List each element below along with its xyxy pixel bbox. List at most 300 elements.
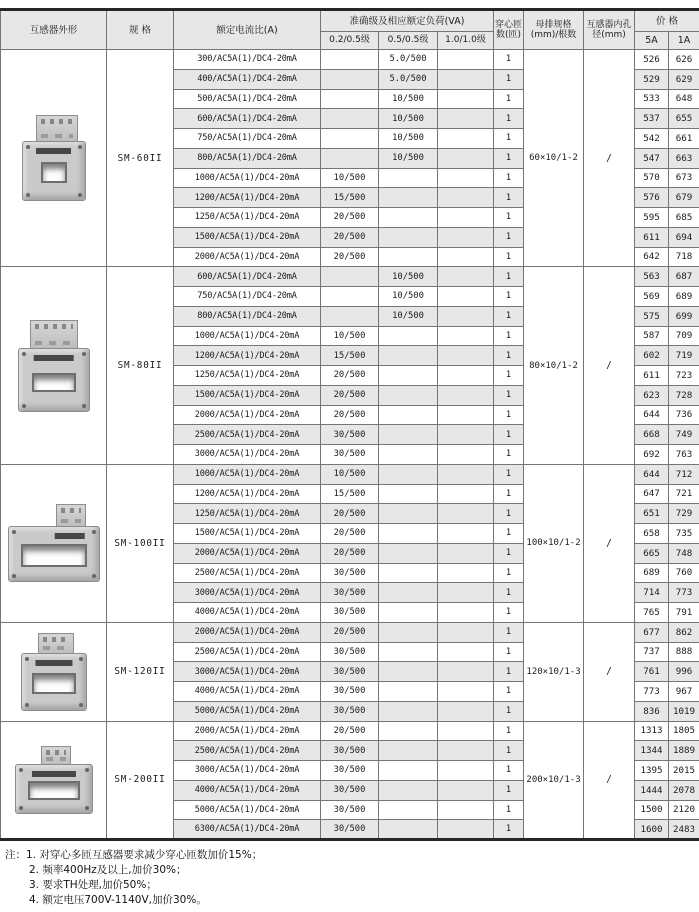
ratio-cell: 2500/AC5A(1)/DC4-20mA — [174, 563, 321, 583]
screw-icon — [19, 768, 23, 772]
product-photo-cell — [1, 721, 107, 840]
turns-cell: 1 — [494, 741, 524, 761]
accuracy-05-cell — [379, 484, 438, 504]
price-1a-cell: 699 — [669, 306, 699, 326]
price-5a-cell: 644 — [635, 405, 669, 425]
table-header — [1, 10, 699, 50]
screw-icon — [82, 352, 86, 356]
ratio-cell: 300/AC5A(1)/DC4-20mA — [174, 50, 321, 70]
transformer-body — [22, 141, 86, 201]
turns-cell: 1 — [494, 267, 524, 287]
price-5a-cell: 533 — [635, 89, 669, 109]
accuracy-05-cell — [379, 622, 438, 642]
turns-cell: 1 — [494, 50, 524, 70]
accuracy-10-cell — [438, 543, 494, 563]
price-1a-cell: 763 — [669, 445, 699, 465]
accuracy-10-cell — [438, 69, 494, 89]
turns-cell: 1 — [494, 287, 524, 307]
accuracy-05-cell — [379, 721, 438, 741]
turns-cell: 1 — [494, 227, 524, 247]
turns-cell: 1 — [494, 721, 524, 741]
accuracy-10-cell — [438, 682, 494, 702]
header-appearance: 互感器外形 — [1, 10, 107, 50]
ratio-cell: 4000/AC5A(1)/DC4-20mA — [174, 682, 321, 702]
accuracy-05-cell — [379, 741, 438, 761]
turns-cell: 1 — [494, 129, 524, 149]
busbar-window — [41, 162, 67, 183]
accuracy-02-cell: 15/500 — [321, 346, 379, 366]
busbar-window — [28, 781, 80, 800]
accuracy-02-cell: 20/500 — [321, 405, 379, 425]
price-1a-cell: 2015 — [669, 761, 699, 781]
bore-diameter-cell: / — [584, 50, 635, 267]
price-1a-cell: 760 — [669, 563, 699, 583]
busbar-spec-cell: 120×10/1-3 — [524, 622, 584, 721]
ratio-cell: 750/AC5A(1)/DC4-20mA — [174, 287, 321, 307]
accuracy-05-cell — [379, 701, 438, 721]
turns-cell: 1 — [494, 188, 524, 208]
screw-icon — [25, 657, 29, 661]
ratio-cell: 1000/AC5A(1)/DC4-20mA — [174, 326, 321, 346]
product-photo-cell — [1, 622, 107, 721]
accuracy-05-cell: 5.0/500 — [379, 69, 438, 89]
terminal-block — [38, 633, 74, 654]
sm-60-product-photo — [2, 115, 105, 201]
accuracy-05-cell — [379, 405, 438, 425]
price-5a-cell: 526 — [635, 50, 669, 70]
busbar-window — [21, 544, 87, 567]
note-line — [5, 863, 699, 878]
accuracy-02-cell: 15/500 — [321, 188, 379, 208]
accuracy-10-cell — [438, 820, 494, 840]
accuracy-02-cell: 30/500 — [321, 603, 379, 623]
price-1a-cell: 735 — [669, 524, 699, 544]
accuracy-10-cell — [438, 800, 494, 820]
accuracy-05-cell — [379, 761, 438, 781]
accuracy-05-cell — [379, 247, 438, 267]
ratio-cell: 600/AC5A(1)/DC4-20mA — [174, 267, 321, 287]
bore-diameter-cell: / — [584, 267, 635, 465]
price-1a-cell: 888 — [669, 642, 699, 662]
product-photo-cell — [1, 50, 107, 267]
turns-cell: 1 — [494, 148, 524, 168]
price-1a-cell: 723 — [669, 366, 699, 386]
screw-icon — [82, 404, 86, 408]
notes-block — [0, 848, 699, 908]
accuracy-10-cell — [438, 464, 494, 484]
ratio-cell: 5000/AC5A(1)/DC4-20mA — [174, 701, 321, 721]
price-1a-cell: 1805 — [669, 721, 699, 741]
sm-100-product-photo — [2, 504, 105, 582]
accuracy-05-cell — [379, 326, 438, 346]
ratio-cell: 750/AC5A(1)/DC4-20mA — [174, 129, 321, 149]
header-rated-current-ratio: 额定电流比(A) — [174, 10, 321, 50]
price-5a-cell: 773 — [635, 682, 669, 702]
ratio-cell: 800/AC5A(1)/DC4-20mA — [174, 148, 321, 168]
header-bore-diameter: 互感器内孔径(mm) — [584, 10, 635, 50]
turns-cell: 1 — [494, 405, 524, 425]
price-1a-cell: 687 — [669, 267, 699, 287]
header-accuracy-group: 准确级及相应额定负荷(VA) — [321, 10, 494, 32]
ratio-cell: 1000/AC5A(1)/DC4-20mA — [174, 168, 321, 188]
transformer-body — [18, 348, 90, 412]
price-1a-cell: 2120 — [669, 800, 699, 820]
accuracy-05-cell — [379, 800, 438, 820]
screw-icon — [79, 703, 83, 707]
label-strip — [31, 771, 75, 777]
price-5a-cell: 587 — [635, 326, 669, 346]
accuracy-02-cell: 15/500 — [321, 484, 379, 504]
accuracy-02-cell: 30/500 — [321, 563, 379, 583]
price-1a-cell: 661 — [669, 129, 699, 149]
price-1a-cell: 967 — [669, 682, 699, 702]
table-row — [1, 721, 699, 741]
label-strip — [54, 533, 85, 539]
accuracy-10-cell — [438, 563, 494, 583]
table-body — [1, 50, 699, 840]
accuracy-10-cell — [438, 780, 494, 800]
accuracy-02-cell: 30/500 — [321, 642, 379, 662]
accuracy-02-cell: 30/500 — [321, 820, 379, 840]
accuracy-05-cell — [379, 425, 438, 445]
turns-cell: 1 — [494, 69, 524, 89]
turns-cell: 1 — [494, 504, 524, 524]
accuracy-05-cell: 10/500 — [379, 148, 438, 168]
price-1a-cell: 996 — [669, 662, 699, 682]
accuracy-05-cell — [379, 464, 438, 484]
screw-icon — [79, 657, 83, 661]
accuracy-10-cell — [438, 89, 494, 109]
accuracy-02-cell: 20/500 — [321, 247, 379, 267]
price-1a-cell: 663 — [669, 148, 699, 168]
accuracy-02-cell: 10/500 — [321, 326, 379, 346]
turns-cell: 1 — [494, 306, 524, 326]
transformer-body — [21, 653, 87, 711]
note-line — [5, 878, 699, 893]
ratio-cell: 3000/AC5A(1)/DC4-20mA — [174, 662, 321, 682]
turns-cell: 1 — [494, 524, 524, 544]
note-line — [5, 893, 699, 908]
price-5a-cell: 836 — [635, 701, 669, 721]
spec-cell: SM-120II — [107, 622, 174, 721]
note-text: 3. 要求TH处理,加价50%； — [29, 879, 157, 891]
accuracy-05-cell — [379, 603, 438, 623]
price-1a-cell: 749 — [669, 425, 699, 445]
price-5a-cell: 602 — [635, 346, 669, 366]
accuracy-02-cell: 30/500 — [321, 445, 379, 465]
ratio-cell: 6300/AC5A(1)/DC4-20mA — [174, 820, 321, 840]
screw-icon — [92, 530, 96, 534]
turns-cell: 1 — [494, 642, 524, 662]
accuracy-02-cell: 20/500 — [321, 208, 379, 228]
bore-diameter-cell: / — [584, 464, 635, 622]
accuracy-05-cell — [379, 227, 438, 247]
table-row — [1, 267, 699, 287]
accuracy-02-cell — [321, 129, 379, 149]
ratio-cell: 2000/AC5A(1)/DC4-20mA — [174, 405, 321, 425]
price-1a-cell: 718 — [669, 247, 699, 267]
screw-icon — [92, 574, 96, 578]
busbar-spec-cell: 60×10/1-2 — [524, 50, 584, 267]
price-1a-cell: 791 — [669, 603, 699, 623]
turns-cell: 1 — [494, 543, 524, 563]
accuracy-10-cell — [438, 484, 494, 504]
accuracy-02-cell: 30/500 — [321, 425, 379, 445]
spec-cell: SM-60II — [107, 50, 174, 267]
screw-icon — [78, 193, 82, 197]
terminal-block — [30, 320, 78, 349]
screw-icon — [78, 145, 82, 149]
busbar-window — [32, 373, 76, 392]
price-1a-cell: 673 — [669, 168, 699, 188]
busbar-window — [32, 673, 76, 694]
accuracy-02-cell: 20/500 — [321, 524, 379, 544]
ratio-cell: 2500/AC5A(1)/DC4-20mA — [174, 425, 321, 445]
note-text: 1. 对穿心多匝互感器要求减少穿心匝数加价15%； — [26, 849, 263, 861]
screw-icon — [12, 574, 16, 578]
accuracy-10-cell — [438, 642, 494, 662]
table-row — [1, 622, 699, 642]
accuracy-10-cell — [438, 603, 494, 623]
accuracy-05-cell — [379, 524, 438, 544]
terminal-block — [41, 746, 71, 765]
price-5a-cell: 570 — [635, 168, 669, 188]
ratio-cell: 2000/AC5A(1)/DC4-20mA — [174, 721, 321, 741]
accuracy-02-cell: 30/500 — [321, 741, 379, 761]
ratio-cell: 1200/AC5A(1)/DC4-20mA — [174, 346, 321, 366]
price-5a-cell: 651 — [635, 504, 669, 524]
turns-cell: 1 — [494, 563, 524, 583]
header-price-5a: 5A — [635, 32, 669, 50]
note-line — [5, 848, 699, 863]
bore-diameter-cell: / — [584, 622, 635, 721]
sm-120-product-photo — [2, 633, 105, 711]
price-1a-cell: 719 — [669, 346, 699, 366]
turns-cell: 1 — [494, 484, 524, 504]
accuracy-02-cell: 20/500 — [321, 366, 379, 386]
terminal-block — [56, 504, 86, 527]
accuracy-10-cell — [438, 346, 494, 366]
accuracy-02-cell — [321, 69, 379, 89]
accuracy-10-cell — [438, 109, 494, 129]
header-accuracy-05-05: 0.5/0.5级 — [379, 32, 438, 50]
accuracy-05-cell — [379, 662, 438, 682]
spec-cell: SM-100II — [107, 464, 174, 622]
accuracy-10-cell — [438, 504, 494, 524]
price-5a-cell: 647 — [635, 484, 669, 504]
screw-icon — [22, 352, 26, 356]
price-1a-cell: 689 — [669, 287, 699, 307]
price-1a-cell: 728 — [669, 385, 699, 405]
label-strip — [36, 148, 72, 154]
accuracy-02-cell: 10/500 — [321, 464, 379, 484]
turns-cell: 1 — [494, 326, 524, 346]
price-5a-cell: 658 — [635, 524, 669, 544]
price-5a-cell: 689 — [635, 563, 669, 583]
accuracy-05-cell — [379, 168, 438, 188]
turns-cell: 1 — [494, 208, 524, 228]
accuracy-10-cell — [438, 129, 494, 149]
ratio-cell: 2000/AC5A(1)/DC4-20mA — [174, 543, 321, 563]
accuracy-10-cell — [438, 385, 494, 405]
table-row — [1, 464, 699, 484]
price-1a-cell: 729 — [669, 504, 699, 524]
accuracy-05-cell: 10/500 — [379, 109, 438, 129]
turns-cell: 1 — [494, 622, 524, 642]
screw-icon — [26, 193, 30, 197]
accuracy-02-cell: 30/500 — [321, 780, 379, 800]
accuracy-05-cell: 10/500 — [379, 306, 438, 326]
accuracy-02-cell: 20/500 — [321, 385, 379, 405]
ratio-cell: 1000/AC5A(1)/DC4-20mA — [174, 464, 321, 484]
price-1a-cell: 709 — [669, 326, 699, 346]
ratio-cell: 3000/AC5A(1)/DC4-20mA — [174, 761, 321, 781]
price-5a-cell: 1313 — [635, 721, 669, 741]
screw-icon — [19, 806, 23, 810]
accuracy-10-cell — [438, 405, 494, 425]
accuracy-05-cell — [379, 820, 438, 840]
turns-cell: 1 — [494, 701, 524, 721]
accuracy-10-cell — [438, 247, 494, 267]
accuracy-05-cell — [379, 543, 438, 563]
accuracy-05-cell — [379, 188, 438, 208]
table-row — [1, 50, 699, 70]
price-1a-cell: 648 — [669, 89, 699, 109]
ratio-cell: 1200/AC5A(1)/DC4-20mA — [174, 188, 321, 208]
accuracy-02-cell — [321, 89, 379, 109]
ratio-cell: 4000/AC5A(1)/DC4-20mA — [174, 780, 321, 800]
accuracy-02-cell: 30/500 — [321, 583, 379, 603]
price-1a-cell: 1019 — [669, 701, 699, 721]
accuracy-05-cell — [379, 504, 438, 524]
transformer-body — [15, 764, 93, 814]
accuracy-02-cell: 30/500 — [321, 761, 379, 781]
busbar-spec-cell: 80×10/1-2 — [524, 267, 584, 465]
ratio-cell: 500/AC5A(1)/DC4-20mA — [174, 89, 321, 109]
accuracy-10-cell — [438, 524, 494, 544]
ratio-cell: 1250/AC5A(1)/DC4-20mA — [174, 208, 321, 228]
transformer-body — [8, 526, 100, 582]
accuracy-10-cell — [438, 583, 494, 603]
ratio-cell: 2500/AC5A(1)/DC4-20mA — [174, 741, 321, 761]
accuracy-02-cell — [321, 148, 379, 168]
accuracy-10-cell — [438, 227, 494, 247]
turns-cell: 1 — [494, 820, 524, 840]
accuracy-10-cell — [438, 445, 494, 465]
accuracy-05-cell — [379, 682, 438, 702]
accuracy-10-cell — [438, 287, 494, 307]
accuracy-10-cell — [438, 168, 494, 188]
price-5a-cell: 576 — [635, 188, 669, 208]
header-price-1a: 1A — [669, 32, 699, 50]
accuracy-02-cell — [321, 267, 379, 287]
product-photo-cell — [1, 267, 107, 465]
label-strip — [35, 660, 72, 666]
accuracy-10-cell — [438, 306, 494, 326]
accuracy-05-cell — [379, 208, 438, 228]
transformer-price-table — [0, 8, 699, 841]
screw-icon — [85, 768, 89, 772]
price-1a-cell: 773 — [669, 583, 699, 603]
header-accuracy-02-05: 0.2/0.5级 — [321, 32, 379, 50]
price-5a-cell: 765 — [635, 603, 669, 623]
header-busbar-spec: 母排规格(mm)/根数 — [524, 10, 584, 50]
accuracy-10-cell — [438, 326, 494, 346]
accuracy-02-cell: 20/500 — [321, 721, 379, 741]
accuracy-05-cell: 10/500 — [379, 267, 438, 287]
price-1a-cell: 736 — [669, 405, 699, 425]
price-5a-cell: 1395 — [635, 761, 669, 781]
note-text: 2. 频率400Hz及以上,加价30%； — [29, 864, 187, 876]
accuracy-10-cell — [438, 267, 494, 287]
turns-cell: 1 — [494, 366, 524, 386]
price-1a-cell: 2078 — [669, 780, 699, 800]
header-spec: 规 格 — [107, 10, 174, 50]
price-5a-cell: 1500 — [635, 800, 669, 820]
price-1a-cell: 862 — [669, 622, 699, 642]
sm-80-product-photo — [2, 320, 105, 412]
turns-cell: 1 — [494, 800, 524, 820]
accuracy-02-cell: 30/500 — [321, 800, 379, 820]
price-1a-cell: 748 — [669, 543, 699, 563]
spec-cell: SM-200II — [107, 721, 174, 840]
screw-icon — [85, 806, 89, 810]
accuracy-10-cell — [438, 761, 494, 781]
accuracy-10-cell — [438, 366, 494, 386]
turns-cell: 1 — [494, 464, 524, 484]
price-1a-cell: 694 — [669, 227, 699, 247]
accuracy-05-cell: 10/500 — [379, 129, 438, 149]
accuracy-05-cell — [379, 642, 438, 662]
accuracy-10-cell — [438, 50, 494, 70]
price-1a-cell: 721 — [669, 484, 699, 504]
accuracy-05-cell — [379, 366, 438, 386]
accuracy-05-cell — [379, 346, 438, 366]
price-5a-cell: 665 — [635, 543, 669, 563]
ratio-cell: 3000/AC5A(1)/DC4-20mA — [174, 445, 321, 465]
ratio-cell: 5000/AC5A(1)/DC4-20mA — [174, 800, 321, 820]
accuracy-02-cell: 30/500 — [321, 682, 379, 702]
ratio-cell: 1250/AC5A(1)/DC4-20mA — [174, 504, 321, 524]
price-5a-cell: 761 — [635, 662, 669, 682]
ratio-cell: 2500/AC5A(1)/DC4-20mA — [174, 642, 321, 662]
price-5a-cell: 644 — [635, 464, 669, 484]
accuracy-10-cell — [438, 425, 494, 445]
accuracy-05-cell: 5.0/500 — [379, 50, 438, 70]
accuracy-10-cell — [438, 701, 494, 721]
accuracy-05-cell — [379, 780, 438, 800]
turns-cell: 1 — [494, 682, 524, 702]
accuracy-05-cell: 10/500 — [379, 287, 438, 307]
accuracy-10-cell — [438, 622, 494, 642]
busbar-spec-cell: 100×10/1-2 — [524, 464, 584, 622]
price-1a-cell: 2483 — [669, 820, 699, 840]
turns-cell: 1 — [494, 385, 524, 405]
label-strip — [33, 355, 74, 361]
accuracy-02-cell: 20/500 — [321, 227, 379, 247]
terminal-block — [36, 115, 78, 142]
ratio-cell: 1200/AC5A(1)/DC4-20mA — [174, 484, 321, 504]
price-1a-cell: 629 — [669, 69, 699, 89]
price-5a-cell: 623 — [635, 385, 669, 405]
turns-cell: 1 — [494, 168, 524, 188]
price-5a-cell: 642 — [635, 247, 669, 267]
price-1a-cell: 712 — [669, 464, 699, 484]
price-5a-cell: 1600 — [635, 820, 669, 840]
price-5a-cell: 611 — [635, 227, 669, 247]
accuracy-10-cell — [438, 188, 494, 208]
price-5a-cell: 668 — [635, 425, 669, 445]
